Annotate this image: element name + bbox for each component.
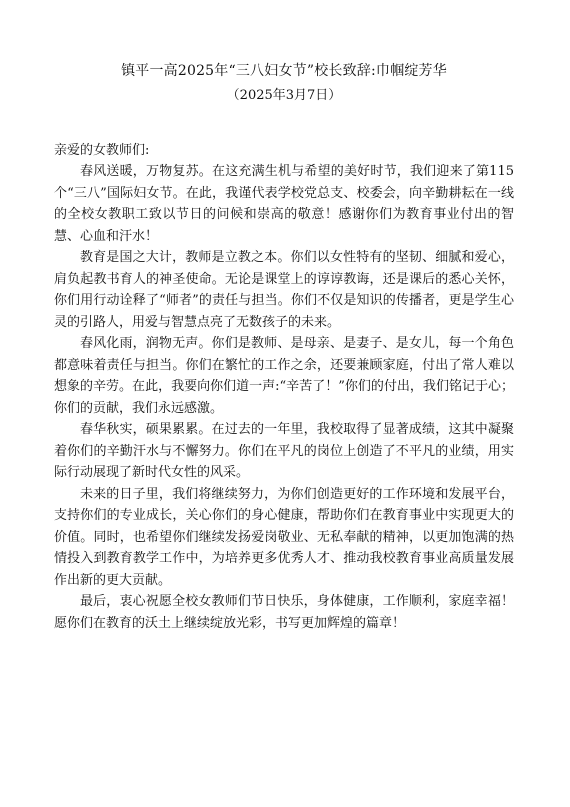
paragraph-2: 教育是国之大计，教师是立教之本。你们以女性特有的坚韧、细腻和爱心，肩负起教书育人的神圣使命。无论是课堂上的谆谆教诲，还是课后的悉心关怀，你们用行动诠释了“师者”的责任与担当。你们不仅是知识的传播者，更是学生心灵的引路人，用爱与智慧点亮了无数孩子的未来。 [54,250,514,330]
document-title: 镇平一高2025年“三八妇女节”校长致辞:巾帼绽芳华 [121,63,447,79]
salutation: 亲爱的女教师们: [54,143,150,158]
paragraph-1: 春风送暖，万物复苏。在这充满生机与希望的美好时节，我们迎来了第115个“三八”国际妇女节。在此，我谨代表学校党总支、校委会，向辛勤耕耘在一线的全校女教职工致以节日的问候和崇高的敬意！感谢你们为教育事业付出的智慧、心血和汗水！ [54,164,514,244]
paragraph-3: 春风化雨，润物无声。你们是教师、是母亲、是妻子、是女儿，每一个角色都意味着责任与担当。你们在繁忙的工作之余，还要兼顾家庭，付出了常人难以想象的辛劳。在此，我要向你们道一声:“辛苦了！”你们的付出，我们铭记于心；你们的贡献，我们永远感激。 [54,336,514,416]
paragraph-6: 最后，衷心祝愿全校女教师们节日快乐，身体健康，工作顺利，家庭幸福！愿你们在教育的沃土上继续绽放光彩，书写更加辉煌的篇章！ [54,594,514,631]
document-date: （2025年3月7日） [226,88,342,103]
paragraph-5: 未来的日子里，我们将继续努力，为你们创造更好的工作环境和发展平台，支持你们的专业成长，关心你们的身心健康，帮助你们在教育事业中实现更大的价值。同时，也希望你们继续发扬爱岗敬业、无私奉献的精神，以更加饱满的热情投入到教育教学工作中，为培养更多优秀人才、推动我校教育事业高质量发展作出新的更大贡献。 [54,486,514,588]
paragraph-4: 春华秋实，硕果累累。在过去的一年里，我校取得了显著成绩，这其中凝聚着你们的辛勤汗水与不懈努力。你们在平凡的岗位上创造了不平凡的业绩，用实际行动展现了新时代女性的风采。 [54,422,514,480]
